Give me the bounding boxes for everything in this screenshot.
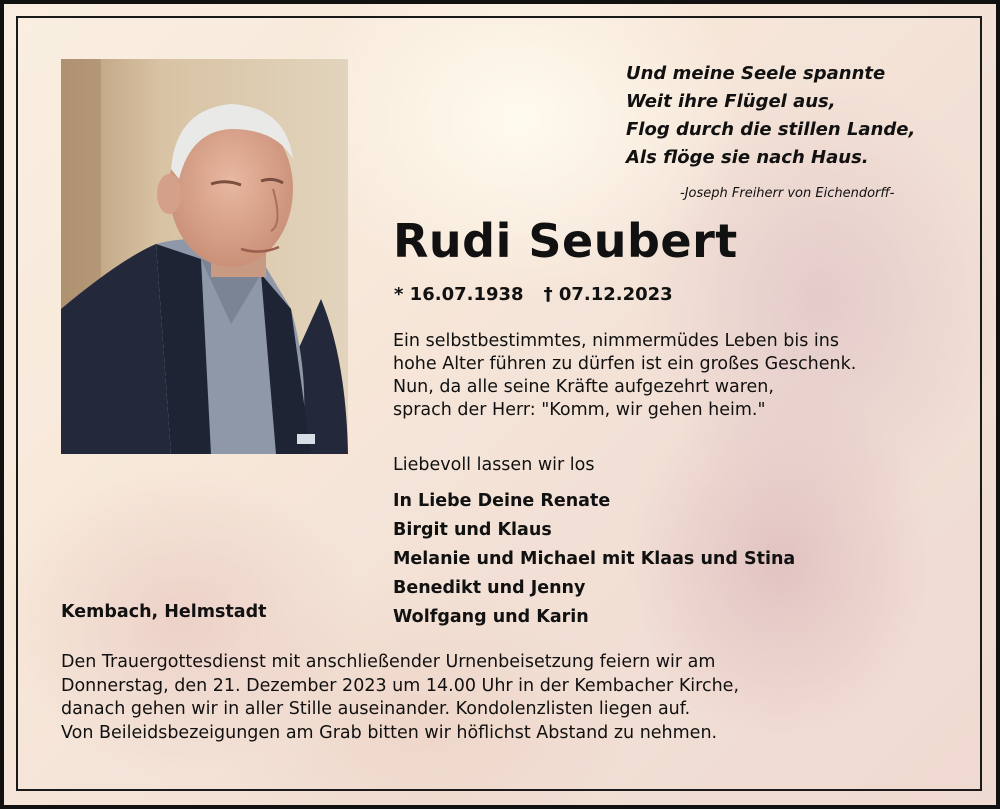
- service-info: [61, 651, 739, 745]
- portrait-illustration: [61, 59, 348, 454]
- family-member: Wolfgang und Karin: [393, 607, 589, 627]
- family-member: Birgit und Klaus: [393, 520, 552, 540]
- service-line: Donnerstag, den 21. Dezember 2023 um 14.00 Uhr in der Kembacher Kirche,: [61, 675, 740, 696]
- poem: [626, 60, 915, 172]
- intro-text: [393, 330, 856, 422]
- service-line: Den Trauergottesdienst mit anschließender Urnenbeisetzung feiern wir am: [61, 652, 716, 672]
- intro-line: sprach der Herr: "Komm, wir gehen heim.": [393, 400, 766, 420]
- intro-line: Nun, da alle seine Kräfte aufgezehrt waren,: [393, 377, 774, 397]
- intro-line: Ein selbstbestimmtes, nimmermüdes Leben bis ins: [393, 331, 839, 351]
- release-text: Liebevoll lassen wir los: [393, 455, 595, 475]
- family-member: Melanie und Michael mit Klaas und Stina: [393, 549, 796, 569]
- intro-line: hohe Alter führen zu dürfen ist ein großes Geschenk.: [393, 354, 857, 374]
- portrait-photo: [61, 59, 348, 454]
- family-member: In Liebe Deine Renate: [393, 491, 611, 511]
- poem-line: Flog durch die stillen Lande,: [626, 119, 916, 140]
- service-line: danach gehen wir in aller Stille auseinander. Kondolenzlisten liegen auf.: [61, 699, 691, 719]
- poem-line: Weit ihre Flügel aus,: [626, 91, 836, 112]
- service-line: Von Beileidsbezeigungen am Grab bitten wir höflichst Abstand zu nehmen.: [61, 722, 718, 743]
- life-dates: [394, 284, 673, 305]
- death-date: † 07.12.2023: [543, 284, 673, 305]
- family-list: [393, 487, 795, 632]
- birth-date: * 16.07.1938: [394, 284, 524, 305]
- poem-author: -Joseph Freiherr von Eichendorff-: [680, 186, 895, 201]
- family-member: Benedikt und Jenny: [393, 578, 586, 598]
- place-names: Kembach, Helmstadt: [61, 602, 267, 622]
- poem-line: Und meine Seele spannte: [626, 63, 886, 84]
- poem-line: Als flöge sie nach Haus.: [626, 147, 869, 168]
- deceased-name: Rudi Seubert: [393, 214, 738, 268]
